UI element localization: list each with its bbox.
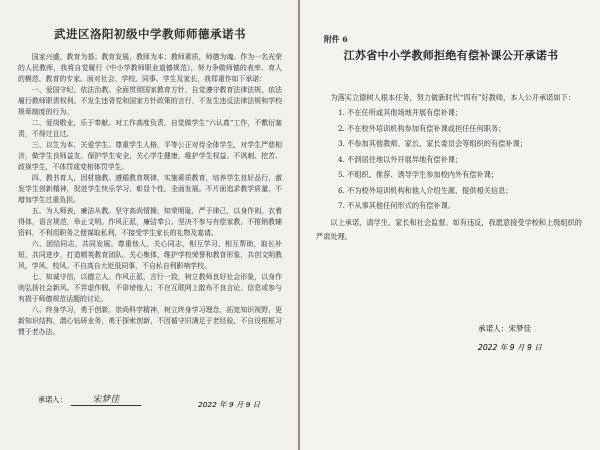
left-paragraph-5: 五、为人师表，廉洁从教。坚守高尚情操，知荣明耻，严于律己，以身作则。衣着得体，语言规范，举止文明。作风正派，廉洁奉公。坚决不参与有偿家教，不推销教辅资料，不利用职务之便谋取私利，不接受学生家长的礼物及宴请。 <box>18 207 282 237</box>
annex-label: 附件 6 <box>324 35 348 44</box>
left-paragraph-3: 三、以生为本，关爱学生。尊重学生人格，平等公正对待全体学生，对学生严慈相济，做学生良师益友。保护学生安全，关心学生健康，维护学生权益。不讽刺、挖苦、歧视学生，不体罚或变相体罚学生。 <box>18 141 282 171</box>
pledge-item-1: 1. 不在任所或其他场地开展有偿补课； <box>338 108 463 117</box>
left-paragraph-6: 六、团结同志，共同发展。尊重他人，关心同志，相互学习、相互帮助，取长补短，共同进步，打造精英教育团队。关心集体，维护学校荣誉和教育形象，共创文明教风，学风、校风。不自高自大贬低同事，不自私自利影响学校。 <box>18 240 282 270</box>
right-signer-line <box>478 323 531 334</box>
left-signing-date: 2022 年 9 月 9 日 <box>198 400 261 409</box>
left-signer-line <box>38 392 141 406</box>
left-signer-label: 承诺人： <box>38 395 67 404</box>
right-signature: 宋梦佳 <box>508 324 532 333</box>
pledge-item-6: 6. 不为校外培训机构和他人介绍生源、提供相关信息； <box>338 185 513 195</box>
left-paragraph-8: 八、终身学习，勇于创新。崇尚科学精神，树立终身学习理念，拓宽知识视野，更新知识结构，潜心钻研业务，勇于探索创新，不因循守旧满足于老经验，不自设框框习惯于老办法。 <box>18 306 282 336</box>
left-signature: 宋梦佳 <box>71 392 141 406</box>
right-closing-paragraph: 以上承诺，请学生、家长和社会监督。如有违反，我愿意接受学校和上级组织的严肃处理。 <box>316 217 582 241</box>
right-intro-paragraph: 为落实立德树人根本任务，努力做新时代“四有”好教师，本人公开承诺如下： <box>330 93 575 102</box>
pledge-item-4: 4. 不到居住地以外开展异地有偿补课； <box>338 154 463 164</box>
pledge-item-3: 3. 不参加其他教师、家长、家长委员会等组织的有偿补课； <box>338 139 527 148</box>
right-document-page <box>300 0 600 450</box>
left-paragraph-1: 一、爱国守纪，依法治教。全面贯彻国家教育方针，自觉遵守教育法律法规，依法履行教师职责权利。不发生违背党和国家方针政策的言行，不发生违反法律法规和学校规章制度的行为。 <box>18 86 282 116</box>
right-signing-date: 2022 年 9 月 9 日 <box>478 343 542 352</box>
left-paragraph-preamble: 国家兴盛，教育为基；教育发展，教师为本；教师素质，师德为魂。作为一名光荣的人民教师，我将自觉履行《中小学教师职业道德规范》，努力争做师德的表率、育人的模范、教育的专家。面对社会、学校、同事、学生及家长，我郑重作如下承诺： <box>18 53 282 83</box>
left-document-title: 武进区洛阳初级中学教师师德承诺书 <box>54 27 246 41</box>
left-document-page <box>0 0 298 450</box>
right-document-title: 江苏省中小学教师拒绝有偿补课公开承诺书 <box>343 49 559 62</box>
left-paragraph-4: 四、教书育人，因材施教。遵循教育规律，实施素质教育，培养学生良好品行，激发学生创新精神，促进学生快乐学习、彰显个性、全面发展。不片面追求教学质量，不增加学生过重负担。 <box>18 174 282 204</box>
pledge-item-2: 2. 不在校外培训机构参加有偿补课或担任任何职务； <box>338 123 506 133</box>
left-paragraph-2: 二、爱岗敬业，乐于奉献。对工作高度负责，自觉做学生“六认真”工作，不敷衍塞责，不得过且过。 <box>18 119 282 138</box>
pledge-item-7: 7. 不从事其他任何形式的有偿补课。 <box>338 201 455 210</box>
right-signer-label: 承诺人： <box>478 324 509 333</box>
pledge-item-5: 5. 不组织、推荐、诱导学生参加校内外有偿补课； <box>338 170 499 179</box>
left-paragraph-7: 七、知诚守信，以德立人。作风正派，言行一致，树立教师良好社会形象，以身作则弘扬社会新风。不弄虚作假，不诽谤他人；不在互联网上散布不良言论、信息或参与有损于师德规范话题的讨论。 <box>18 273 282 303</box>
